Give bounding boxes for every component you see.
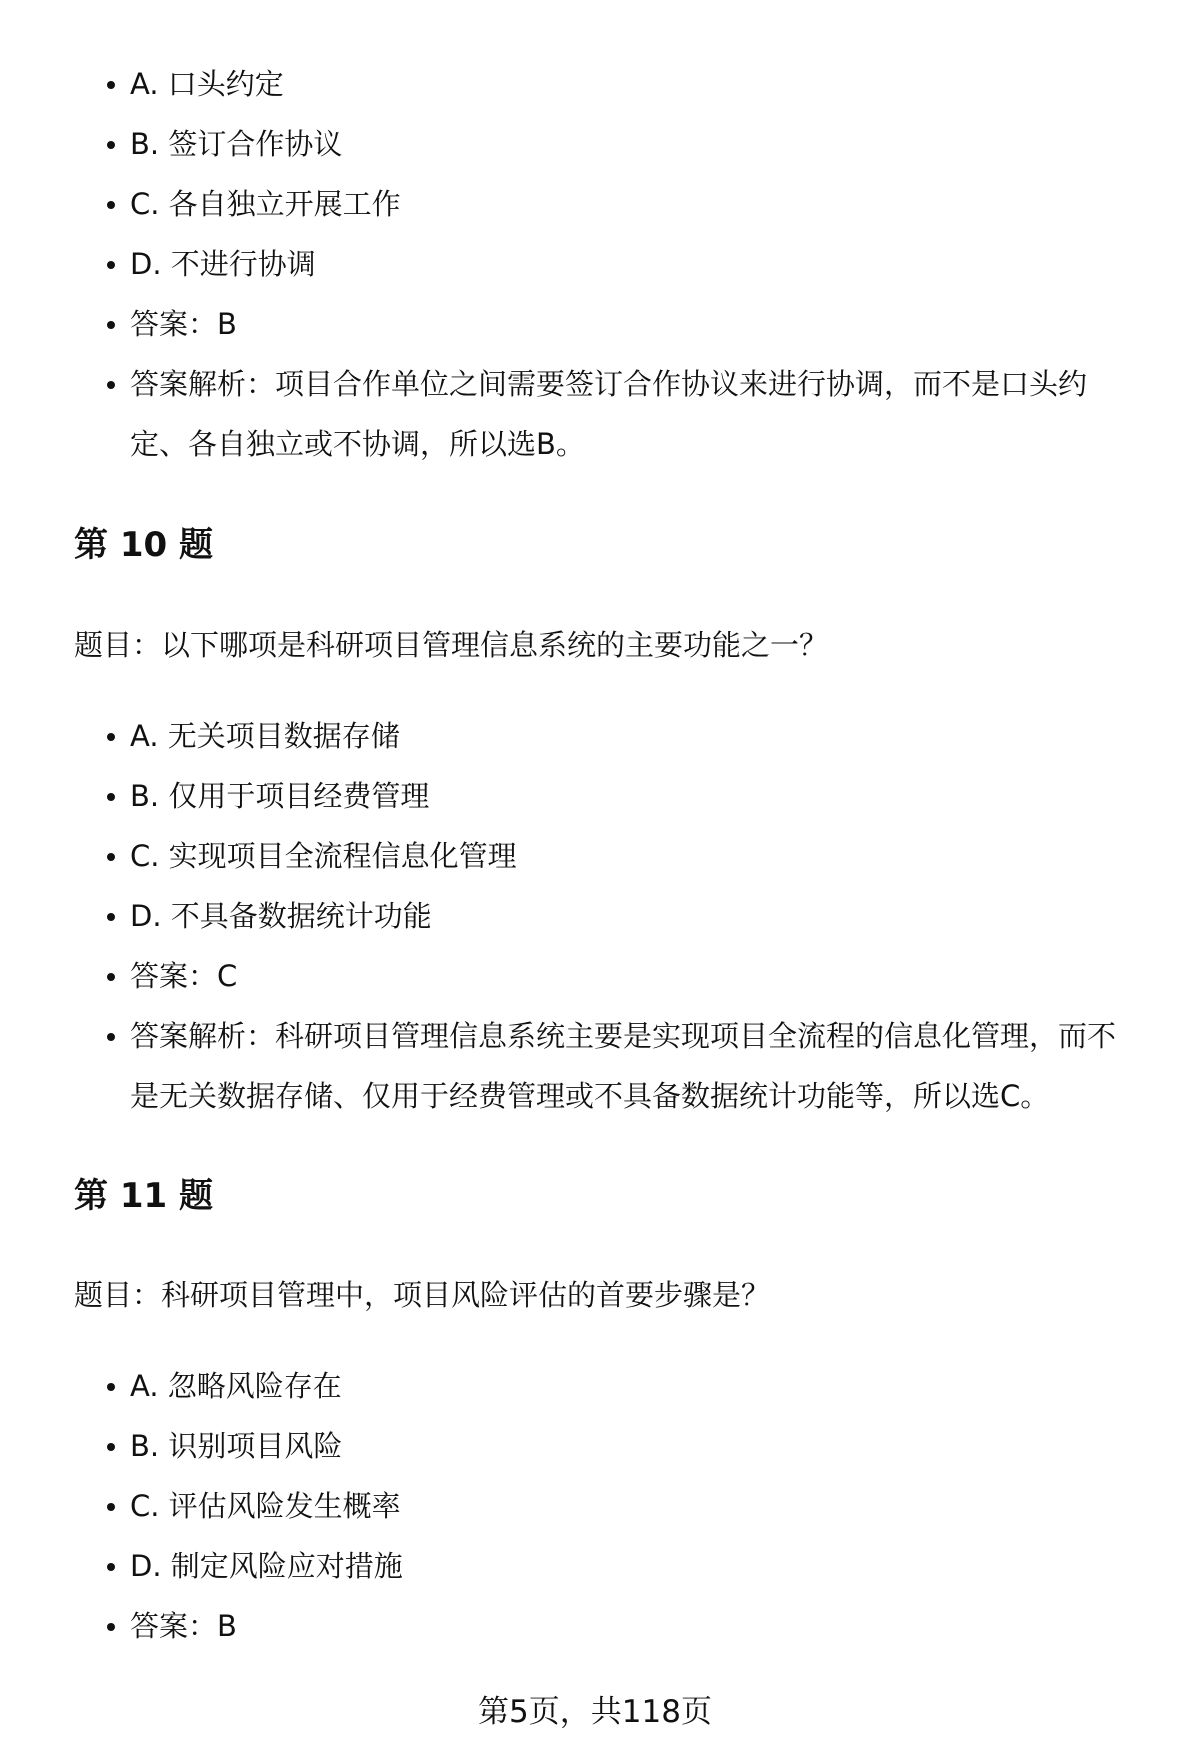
option-text: B. 识别项目风险: [130, 1429, 343, 1463]
bullet: [107, 1033, 115, 1041]
bullet: [107, 141, 115, 149]
option-c: [74, 1476, 1190, 1536]
question-11-text: 题目：科研项目管理中，项目风险评估的首要步骤是？: [74, 1278, 771, 1312]
option-a: [74, 1356, 1190, 1416]
answer-explanation: [74, 1006, 1130, 1126]
option-d: [74, 234, 1190, 294]
option-d: [74, 886, 1190, 946]
option-b: [74, 1416, 1190, 1476]
bullet: [107, 1503, 115, 1511]
bullet: [107, 1443, 115, 1451]
question-9-options: [0, 54, 1190, 474]
option-b: [74, 114, 1190, 174]
bullet: [107, 201, 115, 209]
answer-explanation: [74, 354, 1130, 474]
question-11-options: [0, 1356, 1190, 1656]
bullet: [107, 913, 115, 921]
question-10-text: 题目：以下哪项是科研项目管理信息系统的主要功能之一？: [74, 628, 829, 662]
option-b: [74, 766, 1190, 826]
option-c: [74, 174, 1190, 234]
question-11-heading: 第 11 题: [74, 1176, 213, 1216]
option-text: D. 不具备数据统计功能: [130, 899, 432, 933]
bullet: [107, 853, 115, 861]
option-a: [74, 54, 1190, 114]
bullet: [107, 1383, 115, 1391]
bullet: [107, 793, 115, 801]
option-text: B. 签订合作协议: [130, 127, 343, 161]
bullet: [107, 381, 115, 389]
bullet: [107, 733, 115, 741]
question-10-options: [0, 706, 1190, 1126]
question-10-heading: 第 10 题: [74, 525, 213, 565]
explanation-text: 答案解析：项目合作单位之间需要签订合作协议来进行协调，而不是口头约定、各自独立或不协调，所以选B。: [130, 367, 1088, 461]
option-text: C. 评估风险发生概率: [130, 1489, 401, 1523]
bullet: [107, 321, 115, 329]
option-text: C. 各自独立开展工作: [130, 187, 401, 221]
option-a: [74, 706, 1190, 766]
bullet: [107, 261, 115, 269]
page-number: 第5页，共118页: [478, 1694, 712, 1730]
bullet: [107, 1623, 115, 1631]
bullet: [107, 1563, 115, 1571]
answer-text: 答案：C: [130, 959, 238, 993]
bullet: [107, 973, 115, 981]
answer: [74, 294, 1190, 354]
option-text: A. 忽略风险存在: [130, 1369, 342, 1403]
answer: [74, 946, 1190, 1006]
answer-text: 答案：B: [130, 307, 237, 341]
option-text: A. 无关项目数据存储: [130, 719, 400, 753]
option-text: B. 仅用于项目经费管理: [130, 779, 430, 813]
option-text: C. 实现项目全流程信息化管理: [130, 839, 517, 873]
bullet: [107, 81, 115, 89]
explanation-text: 答案解析：科研项目管理信息系统主要是实现项目全流程的信息化管理，而不是无关数据存储、仅用于经费管理或不具备数据统计功能等，所以选C。: [130, 1019, 1117, 1113]
option-text: D. 不进行协调: [130, 247, 316, 281]
answer: [74, 1596, 1190, 1656]
answer-text: 答案：B: [130, 1609, 237, 1643]
option-d: [74, 1536, 1190, 1596]
option-c: [74, 826, 1190, 886]
option-text: D. 制定风险应对措施: [130, 1549, 403, 1583]
option-text: A. 口头约定: [130, 67, 284, 101]
